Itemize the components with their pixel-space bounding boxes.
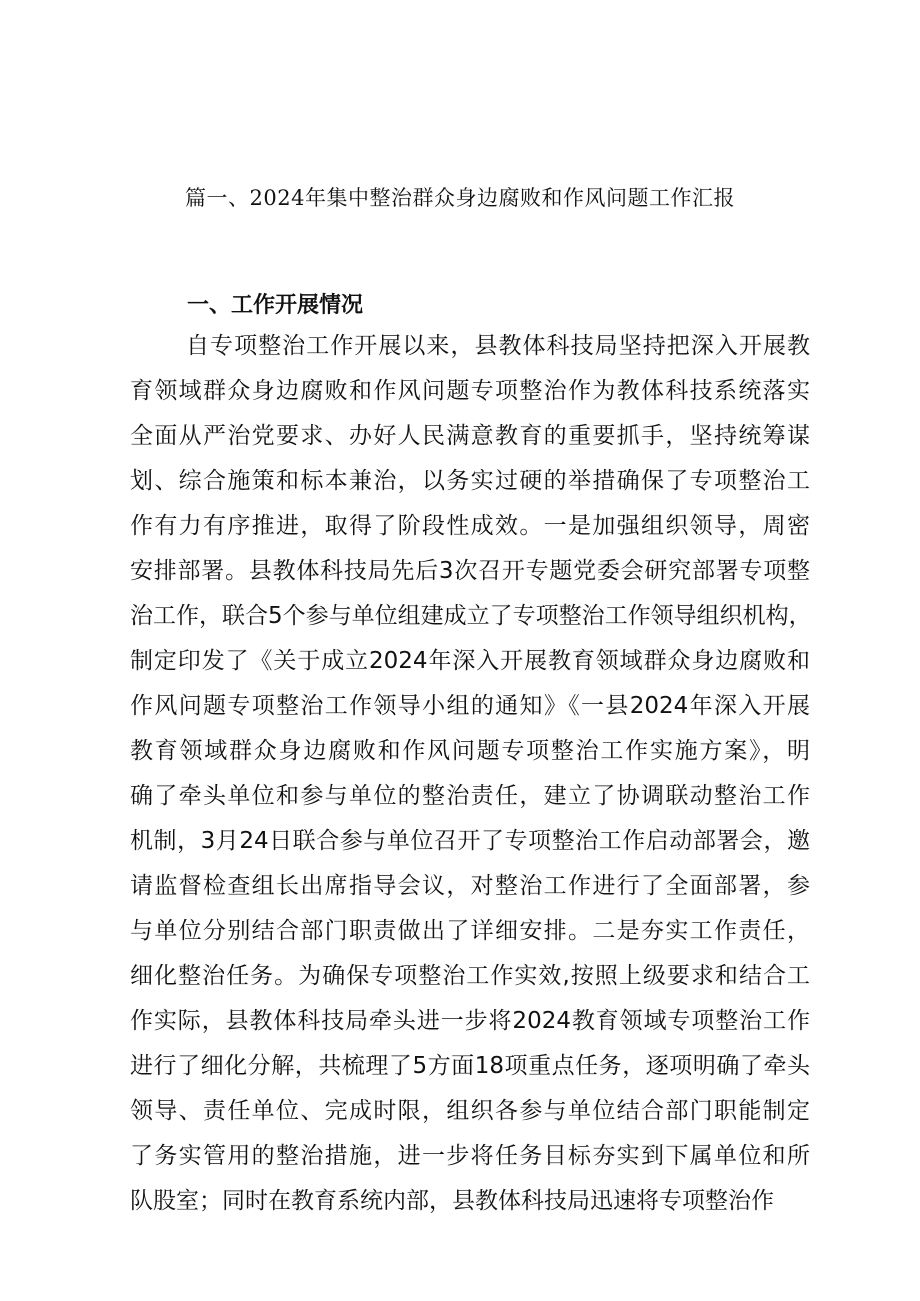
paragraph-line: 请监督检查组长出席指导会议，对整治工作进行了全面部署，参: [130, 873, 810, 899]
document-title: 篇一、2024年集中整治群众身边腐败和作风问题工作汇报: [185, 186, 735, 210]
paragraph-line: 作有力有序推进，取得了阶段性成效。一是加强组织领导，周密: [130, 513, 810, 539]
paragraph-line: 治工作，联合5个参与单位组建成立了专项整治工作领导组织机构，: [130, 603, 812, 629]
paragraph-line: 教育领域群众身边腐败和作风问题专项整治工作实施方案》，明: [130, 738, 810, 764]
paragraph-line: 机制，3月24日联合参与单位召开了专项整治工作启动部署会，邀: [130, 828, 810, 854]
paragraph-line: 与单位分别结合部门职责做出了详细安排。二是夯实工作责任，: [130, 918, 810, 944]
paragraph-line: 育领域群众身边腐败和作风问题专项整治作为教体科技系统落实: [130, 378, 810, 404]
paragraph-line: 确了牵头单位和参与单位的整治责任，建立了协调联动整治工作: [130, 783, 810, 809]
body-paragraph: [130, 324, 810, 1224]
paragraph-line: 了务实管用的整治措施，进一步将任务目标夯实到下属单位和所: [130, 1143, 810, 1169]
paragraph-line: 进行了细化分解，共梳理了5方面18项重点任务，逐项明确了牵头: [130, 1053, 810, 1079]
paragraph-line: 安排部署。县教体科技局先后3次召开专题党委会研究部署专项整: [130, 558, 810, 584]
paragraph-line: 队股室；同时在教育系统内部，县教体科技局迅速将专项整治作: [130, 1188, 774, 1214]
paragraph-line: 细化整治任务。为确保专项整治工作实效,按照上级要求和结合工: [130, 963, 810, 989]
paragraph-line: 全面从严治党要求、办好人民满意教育的重要抓手，坚持统筹谋: [130, 423, 810, 449]
section-heading: 一、工作开展情况: [187, 293, 364, 318]
paragraph-line: 作实际，县教体科技局牵头进一步将2024教育领域专项整治工作: [130, 1008, 810, 1034]
paragraph-line: 领导、责任单位、完成时限，组织各参与单位结合部门职能制定: [130, 1098, 810, 1124]
paragraph-line: 制定印发了《关于成立2024年深入开展教育领域群众身边腐败和: [130, 648, 810, 674]
paragraph-line: 作风问题专项整治工作领导小组的通知》《一县2024年深入开展: [130, 693, 810, 719]
paragraph-line: 划、综合施策和标本兼治，以务实过硬的举措确保了专项整治工: [130, 468, 810, 494]
paragraph-line: 自专项整治工作开展以来，县教体科技局坚持把深入开展教: [186, 333, 810, 359]
